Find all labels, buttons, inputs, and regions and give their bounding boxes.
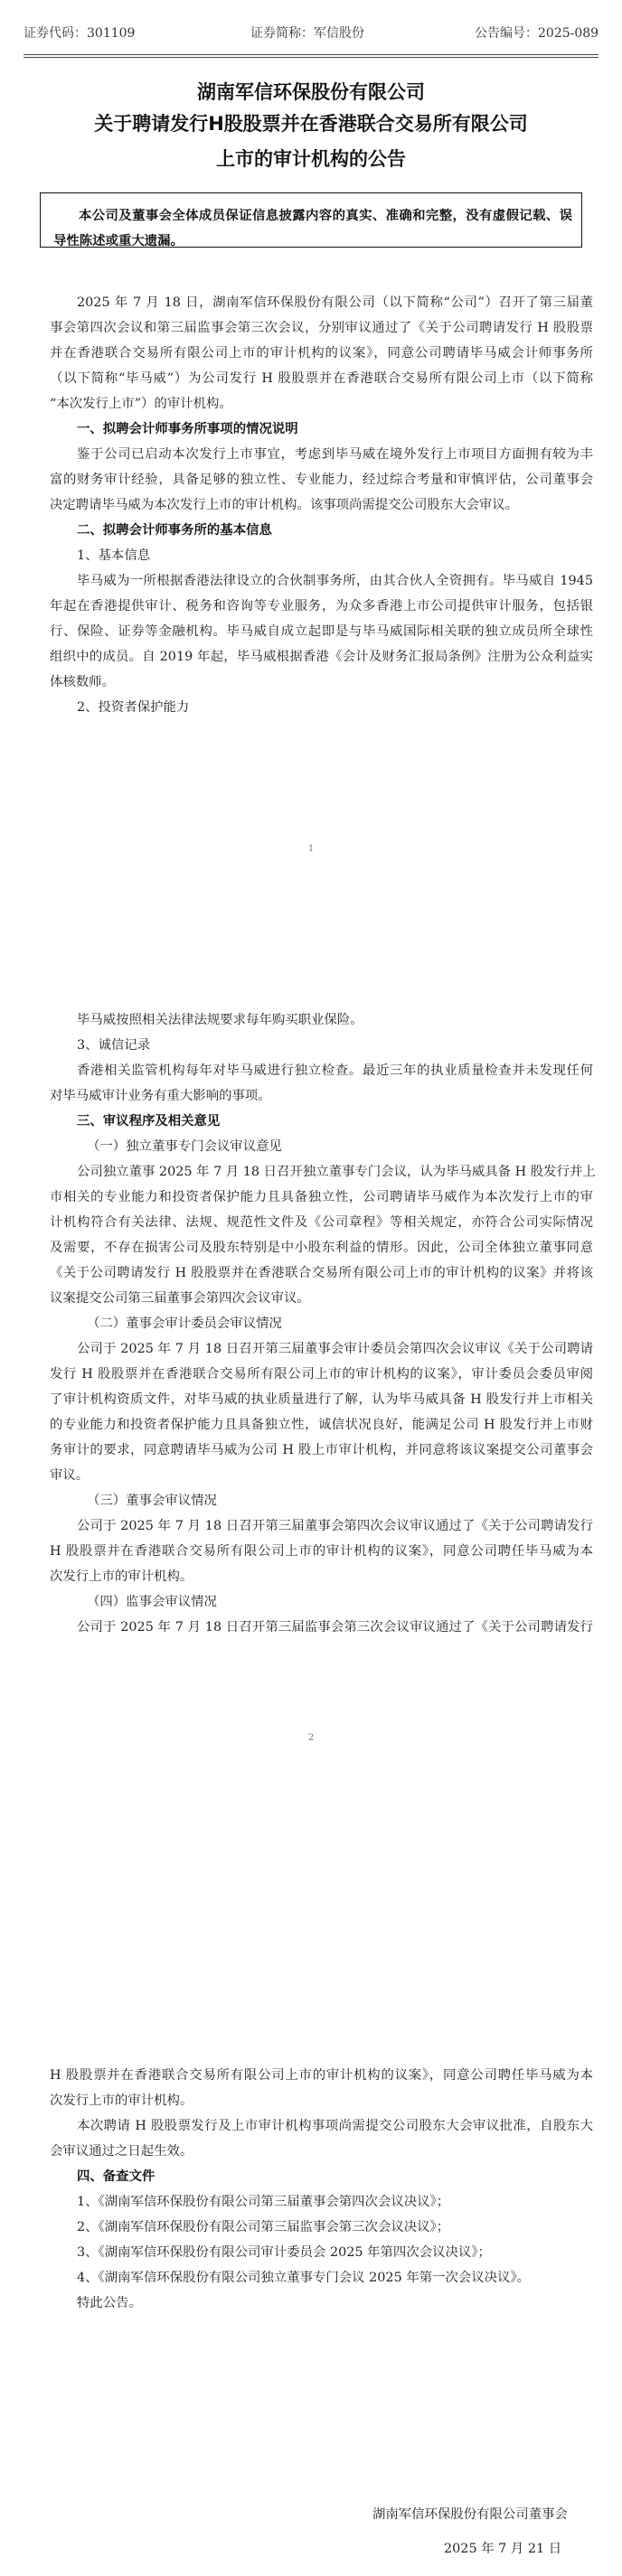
- board-line: H 股股票并在香港联合交易所有限公司上市的审计机构的议案》，同意公司聘任毕马威为本: [50, 1544, 593, 1559]
- insurance-line: 毕马威按照相关法律法规要求每年购买职业保险。: [77, 1013, 363, 1027]
- reference-file: 1、《湖南军信环保股份有限公司第三届董事会第四次会议决议》；: [77, 2195, 450, 2209]
- intro-line: 并在香港联合交易所有限公司上市的审计机构的议案》，同意公司聘请毕马威会计师事务所: [50, 346, 593, 361]
- basic-info-line: 体核数师。: [50, 675, 115, 689]
- board-line: 次发行上市的审计机构。: [50, 1569, 193, 1584]
- directors-opinion-line: 议案提交公司第三届董事会第四次会议审议。: [50, 1291, 310, 1306]
- subsection-supervisory-board: （四）监事会审议情况: [87, 1595, 217, 1609]
- supervisory-line: H 股股票并在香港联合交易所有限公司上市的审计机构的议案》，同意公司聘任毕马威为本: [50, 2068, 593, 2083]
- disclaimer-box: [40, 192, 582, 248]
- stock-short-name: 证券简称：军信股份: [250, 26, 364, 41]
- disclaimer-text: 本公司及董事会全体成员保证信息披露内容的真实、准确和完整，没有虚假记载、误导性陈述或重大遗漏。: [53, 209, 572, 248]
- board-line: 公司于 2025 年 7 月 18 日召开第三届董事会第四次会议审议通过了《关于公司聘请发行: [77, 1519, 593, 1533]
- supervisory-line: 次发行上市的审计机构。: [50, 2094, 193, 2108]
- directors-opinion-line: 及需要，不存在损害公司及股东特别是中小股东利益的情形。因此，公司全体独立董事同意: [50, 1241, 593, 1255]
- supervisory-line: 公司于 2025 年 7 月 18 日召开第三届监事会第三次会议审议通过了《关于公司聘请发行: [77, 1620, 593, 1635]
- closing-text: 特此公告。: [77, 2296, 142, 2310]
- subsection-basic-info: 1、基本信息: [77, 548, 151, 563]
- reference-file: 4、《湖南军信环保股份有限公司独立董事专门会议 2025 年第一次会议决议》。: [77, 2271, 531, 2285]
- section-1-line: 鉴于公司已启动本次发行上市事宜，考虑到毕马威在境外发行上市项目方面拥有较为丰: [77, 447, 593, 462]
- announcement-title-line2: 上市的审计机构的公告: [216, 148, 406, 170]
- audit-committee-line: 公司于 2025 年 7 月 18 日召开第三届董事会审计委员会第四次会议审议《关于公司聘请: [77, 1342, 593, 1356]
- section-1-heading: 一、拟聘会计师事务所事项的情况说明: [77, 422, 298, 436]
- audit-committee-line: 审议。: [50, 1468, 90, 1483]
- company-title: 湖南军信环保股份有限公司: [197, 81, 425, 103]
- basic-info-line: 毕马威为一所根据香港法律设立的合伙制事务所，由其合伙人全资拥有。毕马威自 1945: [77, 574, 593, 588]
- audit-committee-line: 发行 H 股股票并在香港联合交易所有限公司上市的审计机构的议案》，审计委员会委员审阅: [50, 1367, 593, 1382]
- header-rule-bottom: [24, 57, 598, 58]
- section-3-heading: 三、审议程序及相关意见: [77, 1114, 221, 1129]
- basic-info-line: 行、保险、证券等金融机构。毕马威自成立起即是与毕马威国际相关联的独立成员所全球性: [50, 624, 593, 639]
- audit-committee-line: 的专业能力和投资者保护能力且具备独立性，诚信状况良好，能满足公司 H 股发行并上市财: [50, 1418, 593, 1432]
- announcement-title-line1: 关于聘请发行H股股票并在香港联合交易所有限公司: [94, 113, 528, 135]
- directors-opinion-line: 计机构符合有关法律、法规、规范性文件及《公司章程》等相关规定，亦符合公司实际情况: [50, 1215, 593, 1230]
- integrity-line: 对毕马威审计业务有重大影响的事项。: [50, 1089, 271, 1103]
- directors-opinion-line: 公司独立董事 2025 年 7 月 18 日召开独立董事专门会议，认为毕马威具备 H 股发行并上: [77, 1165, 596, 1179]
- effect-line: 会审议通过之日起生效。: [50, 2144, 193, 2159]
- audit-committee-line: 了审计机构资质文件，对毕马威的执业质量进行了解，认为毕马威具备 H 股发行并上市相关: [50, 1392, 593, 1407]
- subsection-independent-directors: （一）独立董事专门会议审议意见: [87, 1139, 282, 1154]
- subsection-investor-protection: 2、投资者保护能力: [77, 700, 190, 715]
- stock-code: 证券代码：301109: [24, 26, 136, 41]
- audit-committee-line: 务审计的要求，同意聘请毕马威为公司 H 股上市审计机构，并同意将该议案提交公司董事会: [50, 1443, 593, 1457]
- directors-opinion-line: 《关于公司聘请发行 H 股股票并在香港联合交易所有限公司上市的审计机构的议案》并将该: [50, 1266, 593, 1280]
- announcement-number: 公告编号：2025-089: [475, 26, 599, 41]
- section-2-heading: 二、拟聘会计师事务所的基本信息: [77, 523, 272, 538]
- header-rule-top: [24, 54, 598, 55]
- directors-opinion-line: 市相关的专业能力和投资者保护能力且具备独立性，公司聘请毕马威作为本次发行上市的审: [50, 1190, 593, 1204]
- reference-file: 2、《湖南军信环保股份有限公司第三届监事会第三次会议决议》；: [77, 2220, 450, 2234]
- section-1-line: 决定聘请毕马威为本次发行上市的审计机构。该事项尚需提交公司股东大会审议。: [50, 498, 519, 512]
- section-4-heading: 四、备查文件: [77, 2169, 156, 2184]
- intro-line: “本次发行上市”）的审计机构。: [50, 397, 232, 411]
- intro-line: （以下简称“毕马威”）为公司发行 H 股股票并在香港联合交易所有限公司上市（以下简称: [50, 371, 593, 386]
- effect-line: 本次聘请 H 股股票发行及上市审计机构事项尚需提交公司股东大会审议批准，自股东大: [77, 2119, 593, 2133]
- subsection-integrity: 3、诚信记录: [77, 1038, 151, 1053]
- section-1-line: 富的财务审计经验，具备足够的独立性、专业能力，经过综合考量和审慎评估，公司董事会: [50, 473, 593, 487]
- announcement-date: 2025 年 7 月 21 日: [444, 2542, 562, 2556]
- basic-info-line: 年起在香港提供审计、税务和咨询等专业服务，为众多香港上市公司提供审计服务，包括银: [50, 599, 593, 614]
- intro-line: 2025 年 7 月 18 日，湖南军信环保股份有限公司（以下简称“公司”）召开了第三届董: [77, 295, 593, 310]
- subsection-board: （三）董事会审议情况: [87, 1494, 217, 1508]
- intro-line: 事会第四次会议和第三届监事会第三次会议，分别审议通过了《关于公司聘请发行 H 股股票: [50, 321, 593, 335]
- basic-info-line: 组织中的成员。自 2019 年起，毕马威根据香港《会计及财务汇报局条例》注册为公众利益实: [50, 650, 593, 664]
- subsection-audit-committee: （二）董事会审计委员会审议情况: [87, 1316, 282, 1331]
- page-number: 2: [307, 1733, 315, 1743]
- reference-file: 3、《湖南军信环保股份有限公司审计委员会 2025 年第四次会议决议》；: [77, 2245, 491, 2260]
- integrity-line: 香港相关监管机构每年对毕马威进行独立检查。最近三年的执业质量检查并未发现任何: [77, 1063, 593, 1078]
- board-signature: 湖南军信环保股份有限公司董事会: [372, 2507, 568, 2522]
- page-number: 1: [307, 844, 315, 854]
